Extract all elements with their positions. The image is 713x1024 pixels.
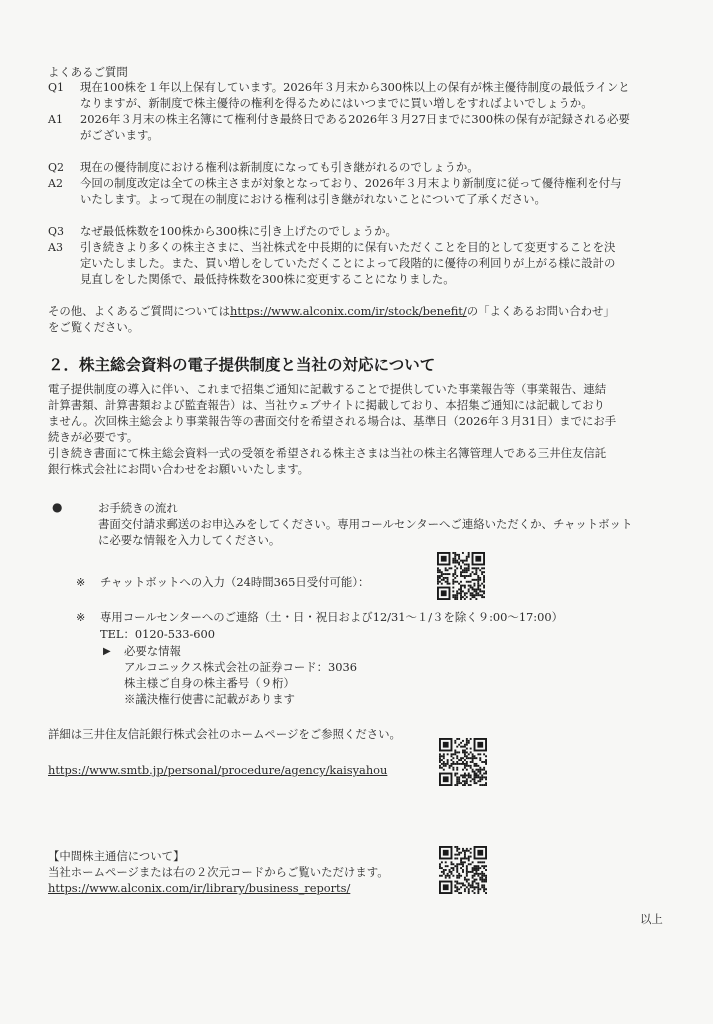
interim-qr-code-icon[interactable] <box>439 846 487 894</box>
section2-para-line: 銀行株式会社にお問い合わせをお願いいたします。 <box>48 462 310 476</box>
faq-a1-label: A1 <box>48 113 63 126</box>
arrow-icon: ▶ <box>103 646 111 657</box>
note-mark: ※ <box>76 576 86 589</box>
faq-a3-line: 定いたしました。また、買い増しをしていただくことによって段階的に優待の利回りが上がる様に設計の <box>80 256 616 270</box>
required-title: 必要な情報 <box>124 644 181 658</box>
faq-q3-label: Q3 <box>48 225 65 238</box>
faq-title: よくあるご質問 <box>48 65 128 79</box>
section2-heading: ２．株主総会資料の電子提供制度と当社の対応について <box>48 356 436 374</box>
required-item: アルコニックス株式会社の証券コード：3036 <box>124 660 357 674</box>
required-item: 株主様ご自身の株主番号（９桁） <box>124 676 295 690</box>
note-mark: ※ <box>76 611 86 624</box>
faq-a2-line: 今回の制度改定は全ての株主さまが対象となっており、2026年３月末より新制度に従って優待権利を付与 <box>80 176 622 190</box>
section2-para-line: 計算書類、計算書類および監査報告）は、当社ウェブサイトに掲載しており、本招集ご通知には記載しており <box>48 398 605 412</box>
faq-a2-label: A2 <box>48 177 63 190</box>
details-text: 詳細は三井住友信託銀行株式会社のホームページをご参照ください。 <box>48 727 401 741</box>
faq-other-prefix: その他、よくあるご質問については <box>48 304 231 318</box>
section2-para-line: ません。次回株主総会より事業報告等の書面交付を希望される場合は、基準日（2026年３月31日）までにお手 <box>48 414 617 428</box>
faq-q1-line: 現在100株を１年以上保有しています。2026年３月末から300株以上の保有が株主優待制度の最低ラインと <box>80 80 630 94</box>
callcenter-text: 専用コールセンターへのご連絡（土・日・祝日および12/31～１/３を除く９:00～17:00） <box>100 610 564 624</box>
required-item: ※議決権行使書に記載があります <box>124 692 295 706</box>
closing-text: 以上 <box>640 912 663 926</box>
faq-a3-label: A3 <box>48 241 63 254</box>
faq-a1-line: 2026年３月末の株主名簿にて権利付き最終日である2026年３月27日までに300株の保有が記録される必要 <box>80 112 630 126</box>
procedure-line: に必要な情報を入力してください。 <box>98 533 281 547</box>
interim-text: 当社ホームページまたは右の２次元コードからご覧いただけます。 <box>48 865 389 879</box>
faq-q2-line: 現在の優待制度における権利は新制度になっても引き継がれるのでしょうか。 <box>80 160 479 174</box>
section2-para-line: 電子提供制度の導入に伴い、これまで招集ご通知に記載することで提供していた事業報告等（事業報告、連結 <box>48 382 607 396</box>
section2-para-line: 続きが必要です。 <box>48 430 139 444</box>
faq-other-line <box>48 304 615 319</box>
faq-q1-line: なりますが、新制度で株主優待の権利を得るためにはいつまでに買い増しをすればよいでしょうか。 <box>80 96 593 110</box>
faq-a3-line: 見直しをした関係で、最低持株数を300株に変更することになりました。 <box>80 272 455 286</box>
faq-a2-line: いたします。よって現在の制度における権利は引き継がれないことについて了承ください。 <box>80 192 546 206</box>
interim-link[interactable]: https://www.alconix.com/ir/library/business_reports/ <box>48 881 351 895</box>
procedure-title: お手続きの流れ <box>98 501 178 515</box>
tel-number[interactable]: TEL：0120-533-600 <box>100 627 216 641</box>
procedure-line: 書面交付請求郵送のお申込みをしてください。専用コールセンターへご連絡いただくか、チャットボット <box>98 517 633 531</box>
interim-title: 【中間株主通信について】 <box>48 849 185 863</box>
chatbot-qr-code-icon[interactable] <box>437 552 485 600</box>
faq-q2-label: Q2 <box>48 161 65 174</box>
smtb-link[interactable]: https://www.smtb.jp/personal/procedure/agency/kaisyahou <box>48 763 388 777</box>
chatbot-text: チャットボットへの入力（24時間365日受付可能）： <box>100 575 370 589</box>
faq-q3-line: なぜ最低株数を100株から300株に引き上げたのでしょうか。 <box>80 224 397 238</box>
faq-a1-line: がございます。 <box>80 128 159 142</box>
faq-q1-label: Q1 <box>48 81 65 94</box>
faq-other-suffix: の「よくあるお問い合わせ」 <box>466 304 615 318</box>
section2-para-line: 引き続き書面にて株主総会資料一式の受領を希望される株主さまは当社の株主名簿管理人である三井住友信託 <box>48 446 607 460</box>
faq-benefit-link[interactable]: https://www.alconix.com/ir/stock/benefit/ <box>230 304 467 318</box>
faq-a3-line: 引き続きより多くの株主さまに、当社株式を中長期的に保有いただくことを目的として変更することを決 <box>80 240 616 254</box>
procedure-bullet: ● <box>52 500 63 514</box>
faq-other-line2: をご覧ください。 <box>48 320 140 334</box>
smtb-qr-code-icon[interactable] <box>439 738 487 786</box>
